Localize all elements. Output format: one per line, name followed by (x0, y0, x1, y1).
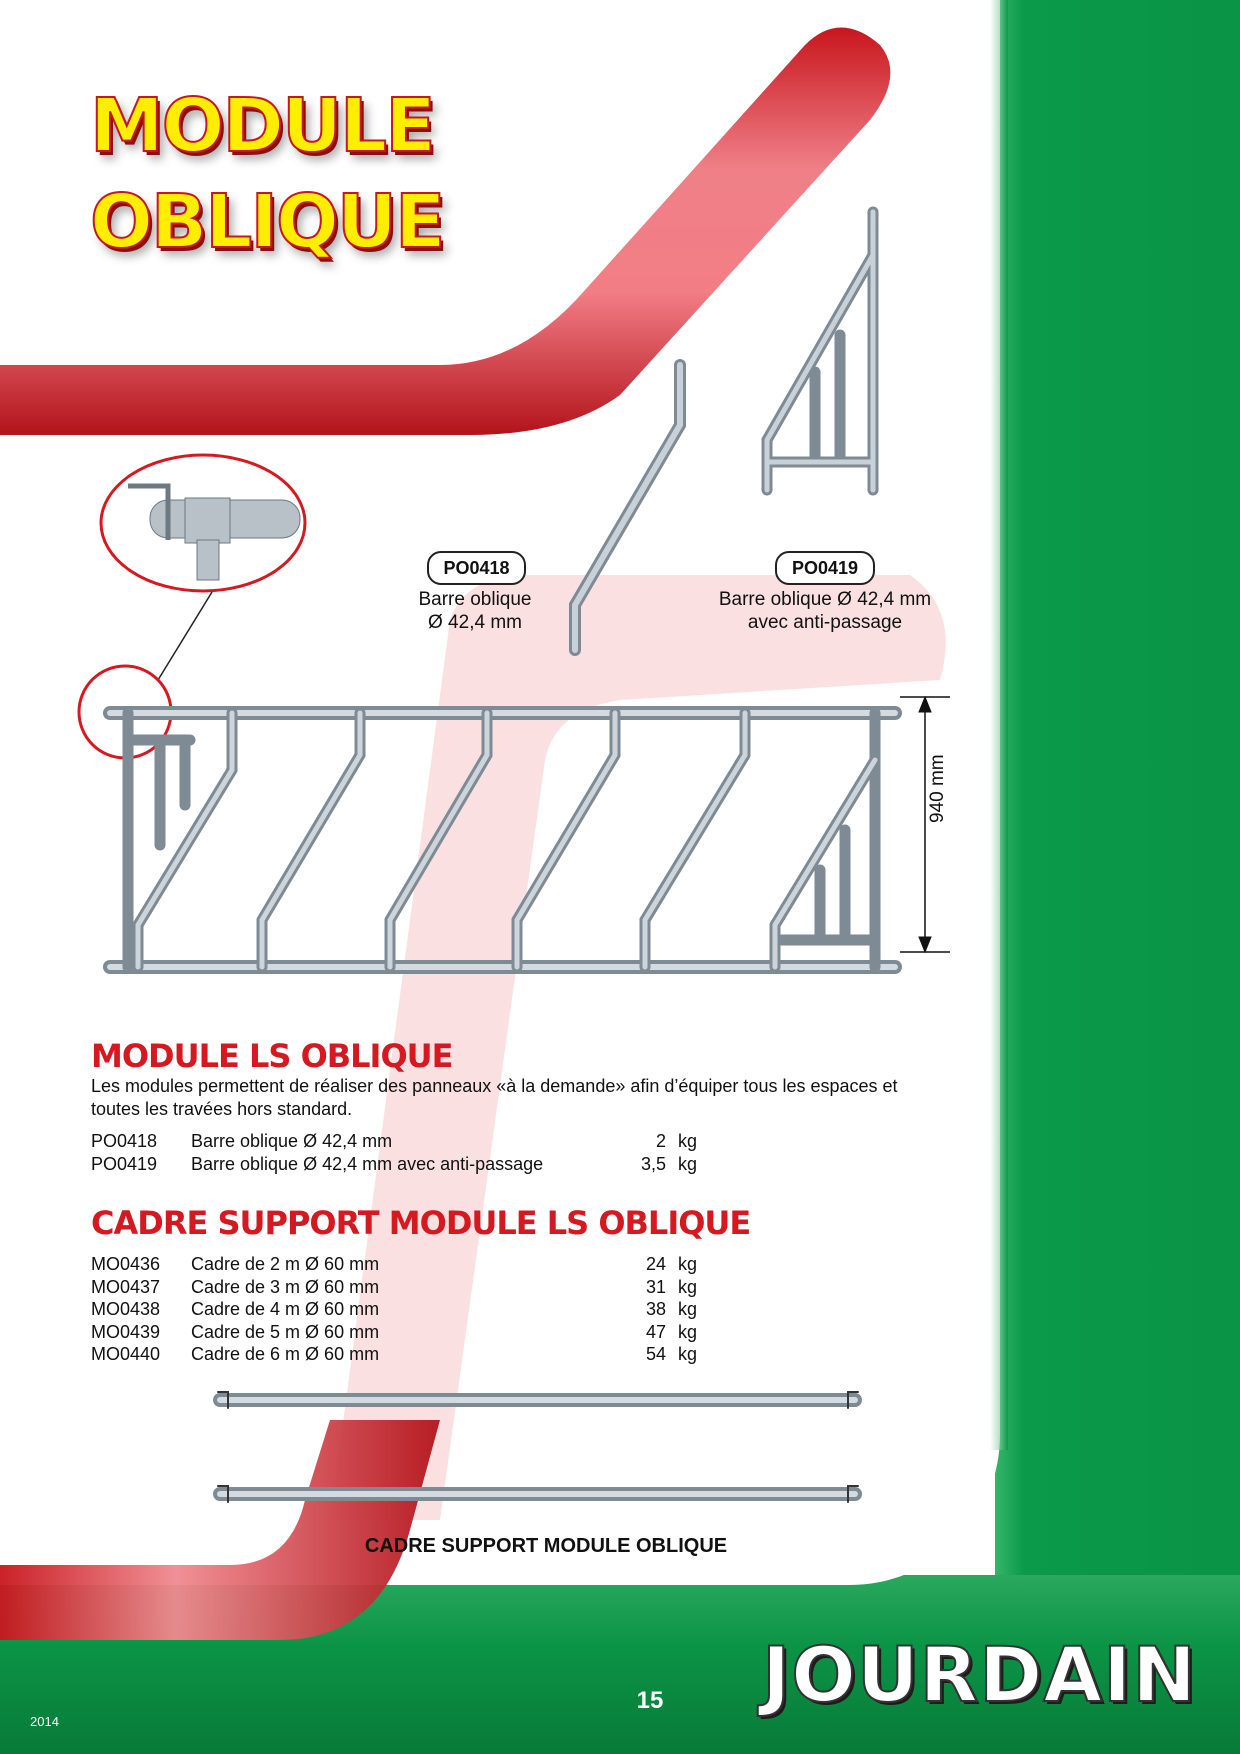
row-ref: MO0439 (91, 1321, 161, 1342)
dimension-940 (900, 697, 950, 952)
title-line-1: MODULE (90, 83, 434, 169)
table-row (91, 1343, 718, 1366)
row-weight: 31 (645, 1276, 666, 1297)
title-line-2: OBLIQUE (90, 179, 444, 265)
row-weight: 47 (645, 1321, 666, 1342)
row-unit: kg (678, 1153, 698, 1174)
row-unit: kg (678, 1131, 698, 1151)
caption-po0419-line-1: Barre oblique Ø 42,4 mm (718, 589, 932, 610)
callout-leader-line (158, 592, 212, 680)
row-weight: 2 (655, 1131, 666, 1151)
row-weight: 3,5 (640, 1153, 666, 1174)
table-row (91, 1153, 718, 1176)
bar-po0419-drawing (767, 212, 873, 490)
row-description: Cadre de 3 m Ø 60 mm (191, 1276, 380, 1297)
section-intro-text: Les modules permettent de réaliser des panneaux «à la demande» afin d’équiper tous les espaces et toutes les travées hors standard. (91, 1076, 898, 1119)
row-unit: kg (678, 1299, 698, 1320)
table-row (91, 1276, 718, 1299)
row-description: Barre oblique Ø 42,4 mm avec anti-passage (191, 1153, 544, 1174)
red-tube-bottom (0, 1420, 440, 1640)
product-caption-po0418 (385, 588, 565, 634)
product-badge-po0418: PO0418 (427, 551, 526, 585)
row-description: Cadre de 2 m Ø 60 mm (191, 1254, 380, 1274)
section-title-cadre-support: CADRE SUPPORT MODULE LS OBLIQUE (91, 1204, 751, 1242)
page-number: 15 (636, 1687, 664, 1714)
page-title (90, 78, 444, 270)
table-row (91, 1130, 718, 1153)
table-row (91, 1253, 718, 1276)
edition-year: 2014 (30, 1714, 59, 1729)
caption-po0418-line-1: Barre oblique (418, 589, 532, 610)
brand-logo: JOURDAIN (762, 1630, 1197, 1719)
product-caption-po0419 (700, 588, 950, 634)
section-title-module-ls: MODULE LS OBLIQUE (91, 1037, 453, 1075)
row-description: Cadre de 4 m Ø 60 mm (191, 1299, 380, 1320)
figure-caption: CADRE SUPPORT MODULE OBLIQUE (364, 1535, 728, 1557)
spec-table-module-ls (91, 1130, 718, 1175)
row-weight: 24 (645, 1254, 666, 1274)
row-ref: MO0438 (91, 1299, 161, 1320)
table-row (91, 1298, 718, 1321)
table-row (91, 1321, 718, 1344)
row-unit: kg (678, 1321, 698, 1342)
row-ref: MO0437 (91, 1276, 161, 1297)
row-unit: kg (678, 1344, 698, 1365)
row-weight: 38 (645, 1299, 666, 1320)
row-description: Cadre de 6 m Ø 60 mm (191, 1344, 380, 1365)
row-ref: PO0418 (91, 1131, 158, 1151)
row-description: Barre oblique Ø 42,4 mm (191, 1131, 393, 1151)
row-unit: kg (678, 1276, 698, 1297)
product-badge-po0419: PO0419 (775, 551, 875, 585)
row-ref: MO0440 (91, 1344, 161, 1365)
row-unit: kg (678, 1254, 698, 1274)
row-description: Cadre de 5 m Ø 60 mm (191, 1321, 380, 1342)
row-ref: PO0419 (91, 1153, 158, 1174)
dimension-label: 940 mm (927, 754, 948, 823)
row-weight: 54 (645, 1344, 666, 1365)
row-ref: MO0436 (91, 1254, 161, 1274)
spec-table-cadre-support (91, 1253, 718, 1366)
caption-po0418-line-2: Ø 42,4 mm (428, 612, 522, 633)
caption-po0419-line-2: avec anti-passage (747, 612, 903, 633)
